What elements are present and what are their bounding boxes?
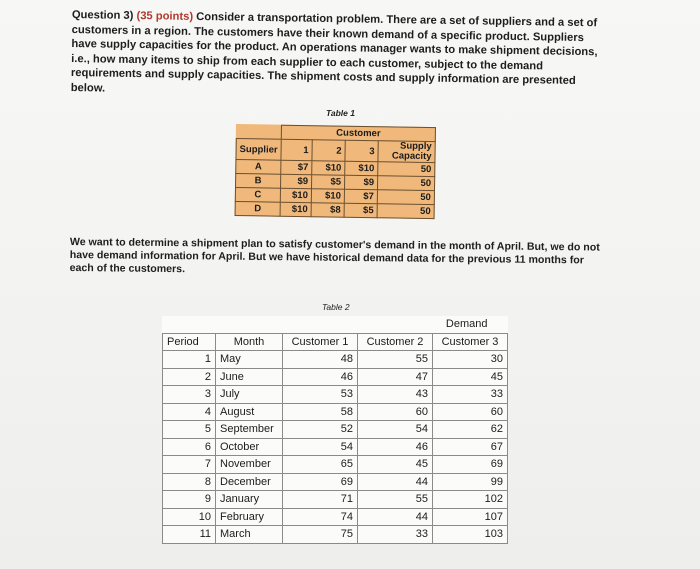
demand-cell: 54 xyxy=(283,438,358,456)
demand-cell: 45 xyxy=(358,456,433,474)
period-cell: 4 xyxy=(163,403,216,421)
demand-cell: 55 xyxy=(358,491,433,509)
table-row xyxy=(163,351,508,369)
demand-cell: 53 xyxy=(283,386,358,404)
table-row xyxy=(163,421,508,439)
table-row xyxy=(163,456,508,474)
cost-cell: $9 xyxy=(345,175,378,190)
table1-row xyxy=(235,201,434,218)
supplier-name: C xyxy=(235,188,280,203)
capacity-cell: 50 xyxy=(378,162,435,177)
demand-table xyxy=(162,316,508,544)
table1-col-1: 1 xyxy=(281,139,312,160)
month-cell: December xyxy=(216,473,283,491)
table2-label: Table 2 xyxy=(322,302,350,312)
demand-cell: 60 xyxy=(433,403,508,421)
demand-cell: 33 xyxy=(433,386,508,404)
demand-cell: 69 xyxy=(433,456,508,474)
table-row xyxy=(163,368,508,386)
demand-cell: 107 xyxy=(433,508,508,526)
demand-cell: 44 xyxy=(358,508,433,526)
table2-header-customer1: Customer 1 xyxy=(283,333,358,351)
capacity-cell: 50 xyxy=(378,176,435,191)
demand-cell: 69 xyxy=(283,473,358,491)
cost-cell: $10 xyxy=(280,202,311,216)
demand-cell: 43 xyxy=(358,386,433,404)
demand-cell: 75 xyxy=(283,526,358,544)
demand-cell: 65 xyxy=(283,456,358,474)
demand-cell: 54 xyxy=(358,421,433,439)
table1-header-supply xyxy=(378,141,435,163)
table1-header-customer: Customer xyxy=(281,125,435,141)
cost-cell: $7 xyxy=(281,160,312,174)
table2-header-customer3: Customer 3 xyxy=(433,333,508,351)
demand-cell: 30 xyxy=(433,351,508,369)
cost-cell: $10 xyxy=(311,189,344,204)
period-cell: 5 xyxy=(163,421,216,439)
month-cell: October xyxy=(216,438,283,456)
month-cell: March xyxy=(216,526,283,544)
supplier-name: A xyxy=(236,160,281,175)
month-cell: August xyxy=(216,403,283,421)
demand-cell: 52 xyxy=(283,421,358,439)
demand-cell: 67 xyxy=(433,438,508,456)
question-text xyxy=(71,8,612,103)
supplier-name: B xyxy=(236,174,281,189)
capacity-cell: 50 xyxy=(377,190,434,205)
cost-cell: $10 xyxy=(280,188,311,202)
cost-cell: $10 xyxy=(345,161,378,176)
supplier-name: D xyxy=(235,201,280,216)
capacity-cell: 50 xyxy=(377,204,434,219)
cost-cell: $9 xyxy=(281,174,312,188)
month-cell: June xyxy=(216,368,283,386)
period-cell: 1 xyxy=(163,351,216,369)
table-row xyxy=(163,491,508,509)
demand-cell: 102 xyxy=(433,491,508,509)
cost-cell: $8 xyxy=(311,203,344,218)
table2-header-period: Period xyxy=(163,333,216,351)
period-cell: 6 xyxy=(163,438,216,456)
table2-header-demand: Demand xyxy=(445,318,488,331)
table-row xyxy=(163,526,508,544)
period-cell: 10 xyxy=(163,508,216,526)
table-row xyxy=(163,473,508,491)
context-paragraph: We want to determine a shipment plan to satisfy customer's demand in the month of April. But, we do not have demand information for April. But we have historical demand data for the previous 11 months for each of the customers. xyxy=(69,236,600,276)
month-cell: January xyxy=(216,491,283,509)
demand-cell: 46 xyxy=(283,368,358,386)
cost-cell: $5 xyxy=(312,175,345,190)
question-body: Consider a transportation problem. There are a set of suppliers and a set of customers in a region. The customers have their known demand of a specific product. Suppliers have supply capacities for the product. An operations manager wants to make shipment decisions, i.e., how many items to ship from each supplier to each customer, subject to the demand requirements and supply capacities. The shipment costs and supply information are presented below. xyxy=(70,10,598,95)
demand-cell: 55 xyxy=(358,351,433,369)
demand-cell: 62 xyxy=(433,421,508,439)
month-cell: July xyxy=(216,386,283,404)
period-cell: 11 xyxy=(163,526,216,544)
cost-table xyxy=(235,124,436,219)
cost-cell: $10 xyxy=(312,161,345,176)
question-label: Question 3) xyxy=(71,8,134,22)
table-row xyxy=(163,438,508,456)
demand-cell: 71 xyxy=(283,491,358,509)
cost-cell: $7 xyxy=(344,189,377,204)
month-cell: September xyxy=(216,421,283,439)
table-row xyxy=(163,386,508,404)
capacity-label: Capacity xyxy=(391,150,432,163)
table1-header-supplier: Supplier xyxy=(236,139,281,161)
period-cell: 7 xyxy=(163,456,216,474)
demand-cell: 46 xyxy=(358,438,433,456)
table1-label: Table 1 xyxy=(326,108,355,118)
period-cell: 9 xyxy=(163,491,216,509)
month-cell: November xyxy=(216,456,283,474)
demand-cell: 33 xyxy=(358,526,433,544)
table1-col-2: 2 xyxy=(312,140,345,162)
table2-header-month: Month xyxy=(216,333,283,351)
demand-cell: 47 xyxy=(358,368,433,386)
period-cell: 2 xyxy=(163,368,216,386)
period-cell: 8 xyxy=(163,473,216,491)
month-cell: May xyxy=(216,351,283,369)
question-points: (35 points) xyxy=(136,10,194,23)
demand-cell: 103 xyxy=(433,526,508,544)
demand-cell: 74 xyxy=(283,508,358,526)
table1-col-3: 3 xyxy=(345,140,378,162)
cost-cell: $5 xyxy=(344,203,377,218)
demand-cell: 58 xyxy=(283,403,358,421)
table-row xyxy=(163,508,508,526)
month-cell: February xyxy=(216,508,283,526)
demand-cell: 99 xyxy=(433,473,508,491)
demand-cell: 60 xyxy=(358,403,433,421)
demand-cell: 48 xyxy=(283,351,358,369)
table-row xyxy=(163,403,508,421)
demand-cell: 44 xyxy=(358,473,433,491)
period-cell: 3 xyxy=(163,386,216,404)
supply-label: Supply xyxy=(399,140,432,153)
demand-cell: 45 xyxy=(433,368,508,386)
table2-header-customer2: Customer 2 xyxy=(358,333,433,351)
